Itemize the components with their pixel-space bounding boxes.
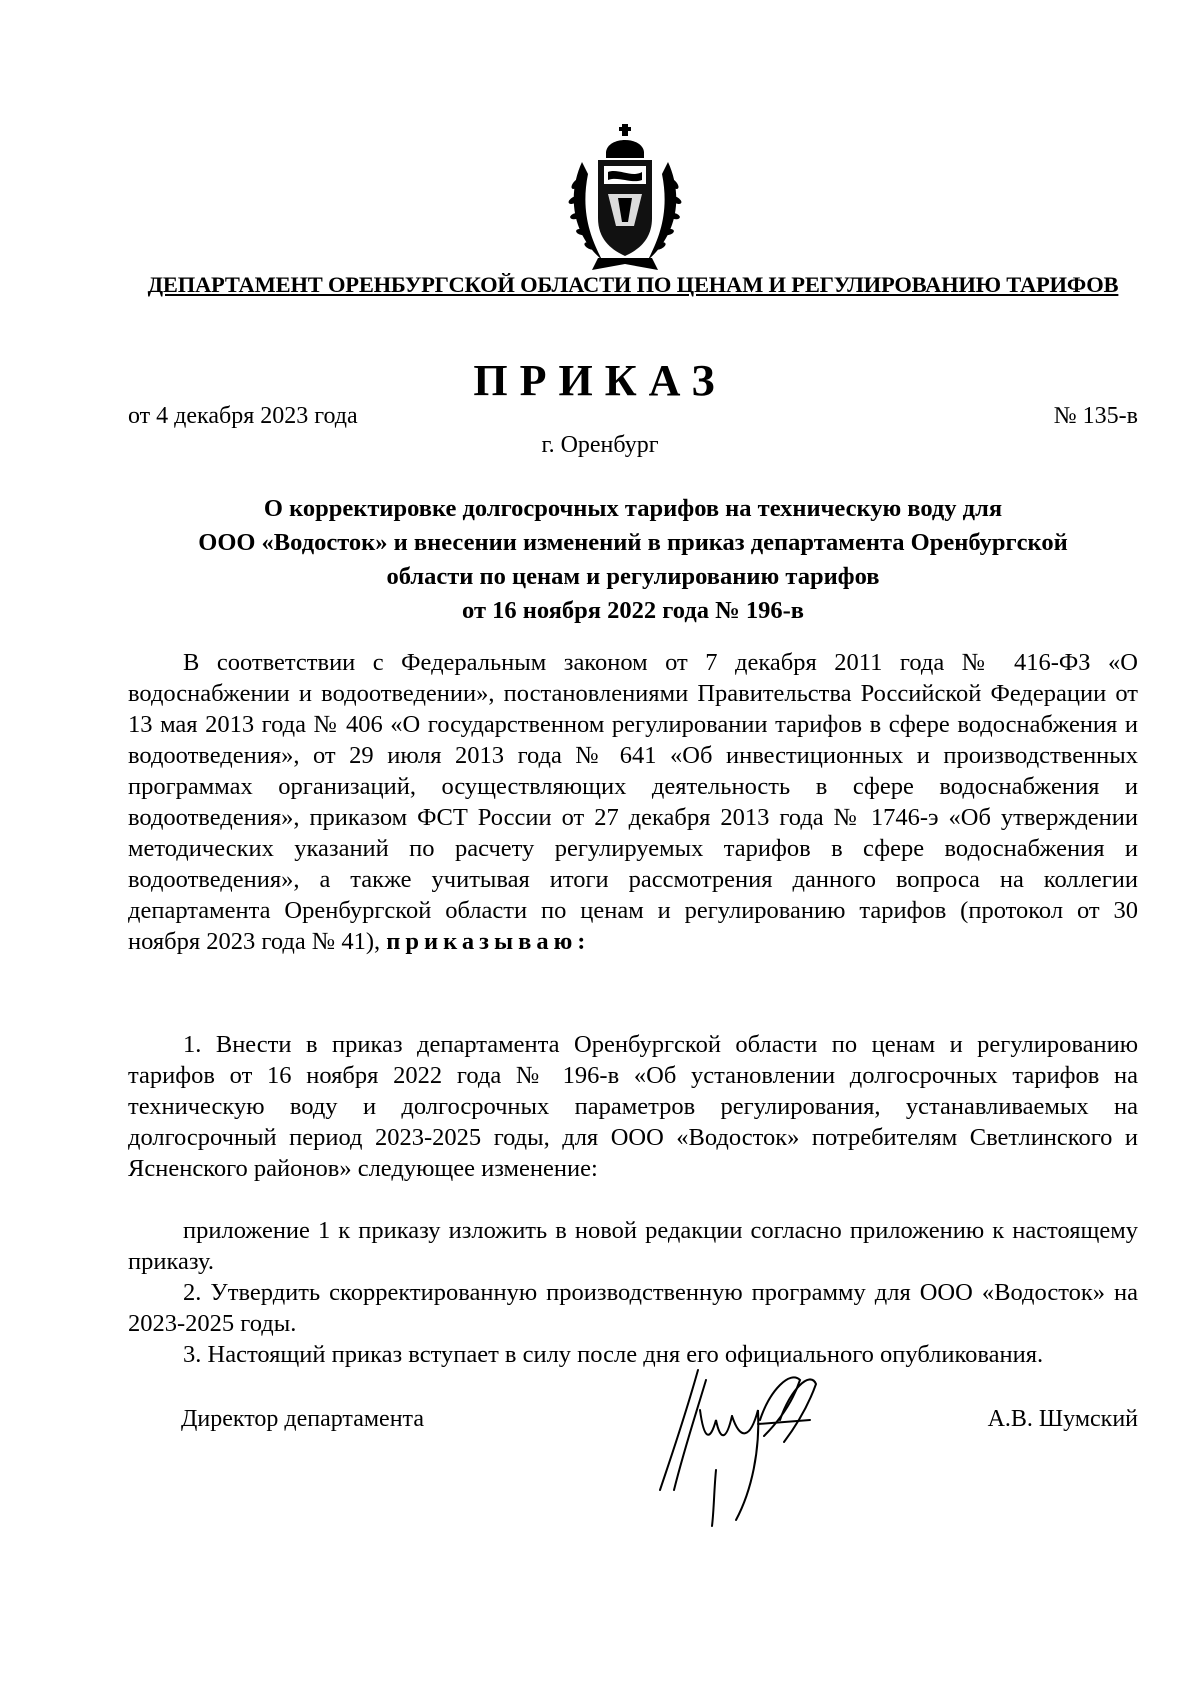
preamble-text: В соответствии с Федеральным законом от 7 декабря 2011 года № 416-ФЗ «О водоснабжении и водоотведении», постановлениями Правительства Российской Федерации от 13 мая 2013 года № 406 «О государственном регулировании тарифов в сфере водоснабжения и водоотведения», от 29 июля 2013 года № 641 «Об инвестиционных и производственных программах организаций, осуществляющих деятельность в сфере водоснабжения и водоотведения», приказом ФСТ России от 27 декабря 2013 года № 1746-э «Об утверждении методических указаний по расчету регулируемых тарифов в сфере водоснабжения и водоотведения», а также учитывая итоги рассмотрения данного вопроса на коллегии департамента Оренбургской области по ценам и регулированию тарифов (протокол от 30 ноября 2023 года № 41), — [128, 649, 1138, 955]
title-line: от 16 ноября 2022 года № 196-в — [462, 597, 804, 624]
title-line: ООО «Водосток» и внесении изменений в приказ департамента Оренбургской — [198, 529, 1068, 556]
department-name: ДЕПАРТАМЕНТ ОРЕНБУРГСКОЙ ОБЛАСТИ ПО ЦЕНАМ И РЕГУЛИРОВАНИЮ ТАРИФОВ — [147, 272, 1119, 297]
document-title — [128, 492, 1138, 628]
item-1-paragraph — [128, 1029, 1138, 1184]
item-3-paragraph — [128, 1339, 1138, 1370]
preamble-paragraph — [128, 647, 1138, 957]
handwritten-signature — [640, 1350, 900, 1530]
document-city: г. Оренбург — [541, 432, 659, 458]
item-3-text: 3. Настоящий приказ вступает в силу после дня его официального опубликования. — [183, 1341, 1044, 1368]
document-number: № 135-в — [1053, 403, 1138, 429]
item-1-sub-text: приложение 1 к приказу изложить в новой редакции согласно приложению к настоящему приказу. — [128, 1217, 1138, 1275]
document-date: от 4 декабря 2023 года — [128, 403, 358, 429]
order-word: приказываю: — [386, 928, 591, 955]
item-1-text: 1. Внести в приказ департамента Оренбургской области по ценам и регулированию тарифов от 16 ноября 2022 года № 196-в «Об установлении долгосрочных тарифов на техническую воду и долгосрочных параметров регулирования, устанавливаемых на долгосрочный период 2023-2025 годы, для ООО «Водосток» потребителям Светлинского и Ясненского районов» следующее изменение: — [128, 1031, 1138, 1182]
signatory-role: Директор департамента — [181, 1406, 424, 1432]
document-type: ПРИКАЗ — [473, 356, 727, 405]
coat-of-arms-icon — [562, 122, 688, 274]
item-2-text: 2. Утвердить скорректированную производственную программу для ООО «Водосток» на 2023-2025 годы. — [128, 1279, 1138, 1337]
item-2-paragraph — [128, 1277, 1138, 1339]
title-line: области по ценам и регулированию тарифов — [386, 563, 880, 590]
signatory-name: А.В. Шумский — [987, 1406, 1138, 1432]
item-1-sub-paragraph — [128, 1215, 1138, 1277]
title-line: О корректировке долгосрочных тарифов на техническую воду для — [263, 495, 1003, 522]
